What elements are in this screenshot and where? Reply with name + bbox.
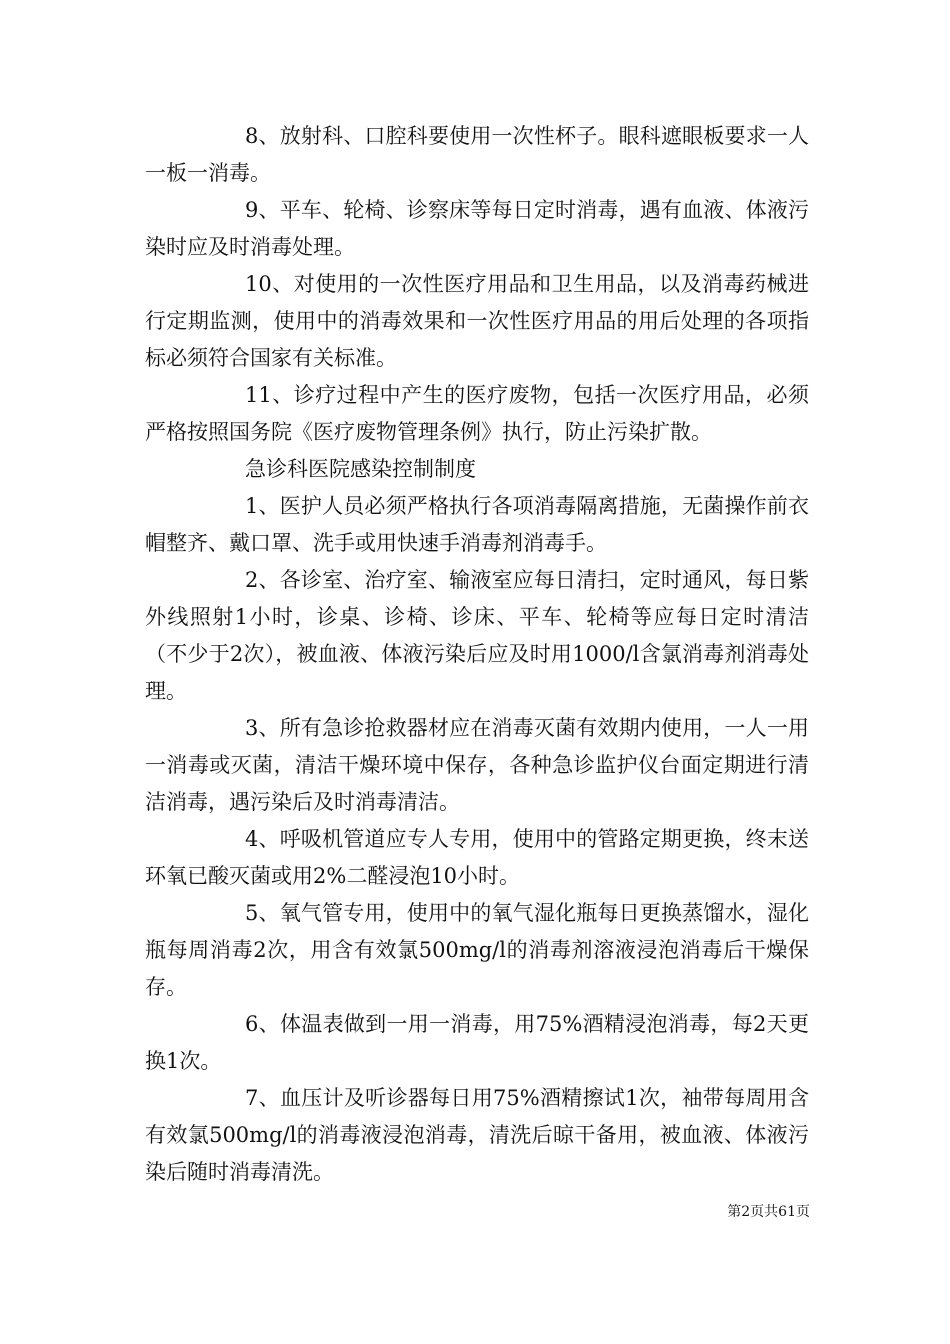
paragraph-item-6: 6、体温表做到一用一消毒，用75%酒精浸泡消毒，每2天更换1次。 [145, 1012, 809, 1073]
section-heading: 急诊科医院感染控制制度 [245, 457, 476, 481]
paragraph-item-3: 3、所有急诊抢救器材应在消毒灭菌有效期内使用，一人一用一消毒或灭菌，清洁干燥环境中保存，各种急诊监护仪台面定期进行清洁消毒，遇污染后及时消毒清洁。 [145, 716, 809, 814]
paragraph-item-7: 7、血压计及听诊器每日用75%酒精擦试1次，袖带每周用含有效氯500mg/l的消毒液浸泡消毒，清洗后晾干备用，被血液、体液污染后随时消毒清洗。 [145, 1086, 809, 1184]
paragraph-item-10: 10、对使用的一次性医疗用品和卫生用品，以及消毒药械进行定期监测，使用中的消毒效果和一次性医疗用品的用后处理的各项指标必须符合国家有关标准。 [145, 272, 809, 370]
page-number-footer: 第2页共61页 [727, 1204, 810, 1220]
paragraph-item-8: 8、放射科、口腔科要使用一次性杯子。眼科遮眼板要求一人一板一消毒。 [145, 124, 809, 185]
paragraph-item-9: 9、平车、轮椅、诊察床等每日定时消毒，遇有血液、体液污染时应及时消毒处理。 [145, 198, 809, 259]
paragraph-item-11: 11、诊疗过程中产生的医疗废物，包括一次医疗用品，必须严格按照国务院《医疗废物管理条例》执行，防止污染扩散。 [145, 383, 809, 444]
paragraph-item-1: 1、医护人员必须严格执行各项消毒隔离措施，无菌操作前衣帽整齐、戴口罩、洗手或用快速手消毒剂消毒手。 [145, 494, 809, 555]
document-body [145, 118, 809, 1191]
paragraph-item-2: 2、各诊室、治疗室、输液室应每日清扫，定时通风，每日紫外线照射1小时，诊桌、诊椅、诊床、平车、轮椅等应每日定时清洁（不少于2次），被血液、体液污染后应及时用1000/l含氯消毒剂消毒处理。 [145, 568, 809, 703]
paragraph-item-5: 5、氧气管专用，使用中的氧气湿化瓶每日更换蒸馏水，湿化瓶每周消毒2次，用含有效氯500mg/l的消毒剂溶液浸泡消毒后干燥保存。 [145, 901, 809, 999]
paragraph-item-4: 4、呼吸机管道应专人专用，使用中的管路定期更换，终末送环氧已酸灭菌或用2%二醛浸泡10小时。 [145, 827, 809, 888]
